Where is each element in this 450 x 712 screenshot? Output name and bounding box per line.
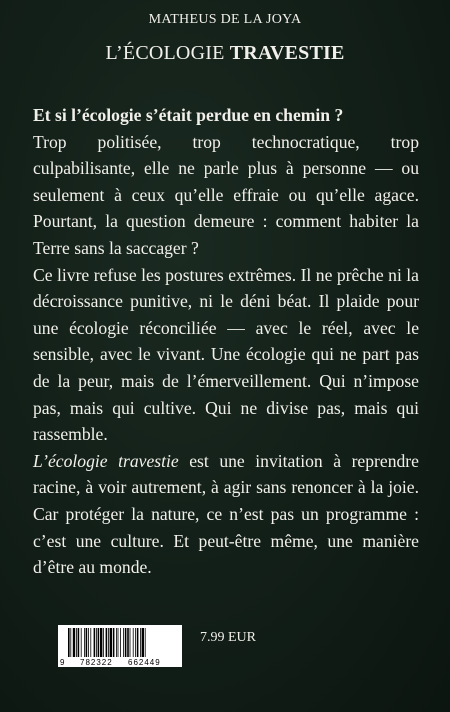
title-part-1: L’ÉCOLOGIE [105, 42, 225, 64]
barcode-digit-1: 9 [60, 658, 65, 667]
blurb-paragraph-1: Trop politisée, trop technocratique, trop culpabilisante, elle ne parle plus à personne — ou seulement à ceux qu’elle effraie ou qu’elle agace. Pourtant, la question demeure : comment habiter la Terre sans la saccager ? [33, 131, 419, 258]
blurb-paragraph-3 [33, 448, 419, 581]
blurb [33, 102, 419, 581]
barcode-digits-right: 662449 [128, 658, 161, 667]
blurb-title-italic: L’écologie travestie [33, 450, 179, 471]
price: 7.99 EUR [200, 630, 256, 645]
barcode-digits-left: 782322 [80, 658, 113, 667]
blurb-lead: Et si l’écologie s’était perdue en chemin ? [33, 105, 344, 125]
author-name: MATHEUS DE LA JOYA [148, 12, 302, 27]
isbn-barcode [58, 625, 182, 667]
book-title [0, 42, 450, 65]
barcode-graphic [58, 625, 182, 667]
title-part-2: TRAVESTIE [229, 42, 345, 64]
blurb-paragraph-2: Ce livre refuse les postures extrêmes. Il ne prêche ni la décroissance punitive, ni le déni béat. Il plaide pour une écologie réconciliée — avec le réel, avec le sensible, avec le vivant. Une écologie qui ne part pas de la peur, mais de l’émerveillement. Qui n’impose pas, mais qui cultive. Qui ne divise pas, mais qui rassemble. [33, 264, 419, 445]
blurb-paragraph-3-text: est une invitation à reprendre racine, à voir autrement, à agir sans renoncer à la joie. Car protéger la nature, ce n’est pas un programme : c’est une culture. Et peut-être même, une manière d’être au monde. [33, 450, 419, 578]
